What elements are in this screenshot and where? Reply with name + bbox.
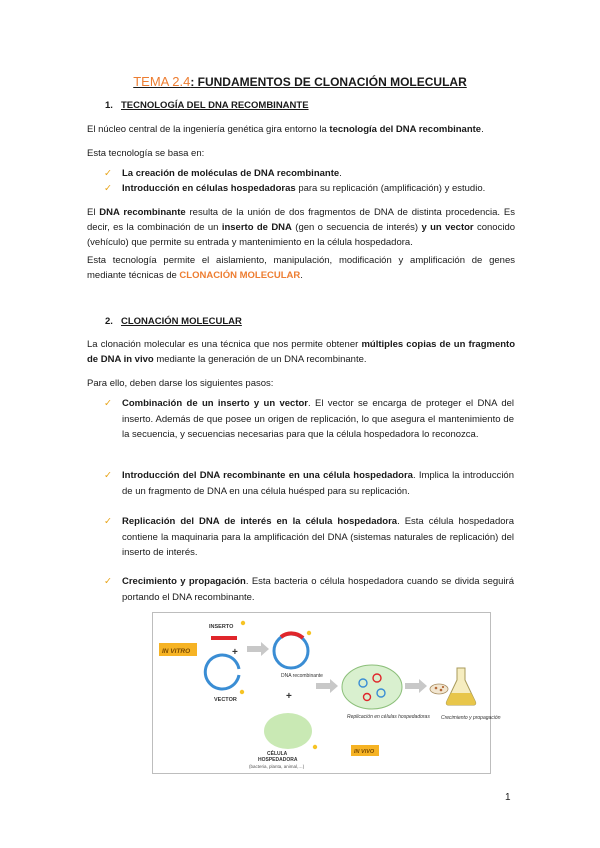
page-title	[0, 74, 600, 89]
text: conocido (vehículo) que permite su entrada y mantenimiento en la célula hospedadora.	[87, 222, 516, 248]
star-icon	[241, 621, 245, 625]
text: . Implica la introducción de un fragmento de DNA en una célula huésped para su replicación.	[122, 470, 514, 497]
section1-paragraph2: Esta tecnología se basa en:	[87, 148, 205, 159]
replication-cell	[342, 665, 402, 709]
check-icon: ✓	[104, 183, 112, 194]
text: .	[339, 168, 342, 179]
text-bold: Introducción en células hospedadoras	[122, 183, 296, 194]
text-bold: DNA recombinante	[99, 207, 186, 218]
section1-paragraph4	[87, 253, 515, 283]
check-icon: ✓	[104, 168, 112, 179]
section1-title: TECNOLOGÍA DEL DNA RECOMBINANTE	[121, 100, 309, 111]
text: mediante la generación de un DNA recombinante.	[153, 354, 367, 365]
plus-sign: +	[232, 647, 238, 658]
section2-step4	[122, 574, 514, 605]
plus-sign: +	[286, 691, 292, 702]
check-icon: ✓	[104, 576, 112, 587]
insert-fragment	[211, 636, 237, 640]
inserto-label: INSERTO	[209, 624, 234, 630]
text-bold: Crecimiento y propagación	[122, 576, 246, 587]
text: El	[87, 207, 100, 218]
text: El núcleo central de la ingeniería genética gira entorno la	[87, 124, 330, 135]
check-icon: ✓	[104, 470, 112, 481]
colony	[442, 686, 444, 688]
title-topic: TEMA 2.4	[133, 74, 191, 89]
page-number: 1	[505, 792, 511, 803]
arrow-icon	[247, 642, 269, 656]
in-vivo-label: IN VIVO	[354, 749, 375, 755]
cloning-diagram	[152, 612, 501, 774]
petri-dish	[430, 684, 448, 694]
section2-number: 2.	[105, 316, 113, 327]
section2-paragraph2: Para ello, deben darse los siguientes pasos:	[87, 378, 274, 389]
arrow-icon	[316, 679, 338, 693]
colony	[440, 689, 443, 692]
cloning-diagram-svg	[153, 613, 501, 773]
text: . Esta bacteria o célula hospedadora cuando se divida seguirá portando el DNA recombinante.	[122, 576, 514, 603]
in-vitro-label: IN VITRO	[162, 648, 191, 655]
text: . El vector se encarga de proteger el DNA del inserto. Además de que posee un origen de replicación, lo que asegura el mantenimiento de la secuencia, y secuencias necesarias para que la célula hospedadora lo reconozca.	[122, 398, 514, 440]
dna-recombinante-label: DNA recombinante	[281, 673, 323, 679]
section2-step1	[122, 396, 514, 443]
section2-paragraph1	[87, 337, 515, 367]
replicacion-label: Replicación en células hospedadoras	[347, 714, 430, 720]
check-icon: ✓	[104, 398, 112, 409]
text: resulta de la unión de dos fragmentos de DNA de distinta procedencia. Es decir, es la combinación de un	[87, 207, 515, 233]
vector-plasmid	[205, 655, 239, 689]
star-icon	[240, 690, 244, 694]
star-icon	[307, 631, 311, 635]
vector-label: VECTOR	[214, 697, 237, 703]
celula-label: CÉLULA	[267, 751, 288, 757]
section2-heading	[105, 316, 242, 327]
recombinant-plasmid	[274, 634, 308, 668]
flask-liquid	[446, 693, 475, 705]
section2-title: CLONACIÓN MOLECULAR	[121, 316, 242, 327]
insert-segment	[281, 633, 303, 638]
text: Esta tecnología permite el aislamiento, manipulación, modificación y amplificación de genes mediante técnicas de	[87, 255, 515, 281]
section1-paragraph1	[87, 122, 515, 137]
host-cell	[264, 713, 312, 749]
star-icon	[313, 745, 317, 749]
text: para su replicación (amplificación) y estudio.	[295, 183, 486, 194]
section2-step3	[122, 514, 514, 561]
text-bold: múltiples copias de un fragmento de DNA in vivo	[87, 339, 515, 365]
hospedadora-label: HOSPEDADORA	[258, 757, 298, 763]
section2-step2	[122, 468, 514, 499]
text-bold: tecnología del DNA recombinante	[329, 124, 482, 135]
colony	[435, 687, 438, 690]
section1-bullet1	[122, 166, 522, 182]
text-bold: Combinación de un inserto y un vector	[122, 398, 309, 409]
text-bold: La creación de moléculas de DNA recombinante	[122, 168, 340, 179]
arrow-icon	[405, 679, 427, 693]
text: .	[481, 124, 484, 135]
check-icon: ✓	[104, 516, 112, 527]
section1-number: 1.	[105, 100, 113, 111]
text-highlight: CLONACIÓN MOLECULAR	[179, 270, 301, 281]
text-bold: Introducción del DNA recombinante en una célula hospedadora	[122, 470, 413, 481]
section1-paragraph3	[87, 205, 515, 250]
text-bold: Replicación del DNA de interés en la célula hospedadora	[122, 516, 398, 527]
section1-heading	[105, 100, 309, 111]
crecimiento-label: Crecimiento y propagación	[441, 715, 501, 721]
text-bold: y un vector	[421, 222, 474, 233]
text: .	[300, 270, 303, 281]
text: (gen o secuencia de interés)	[291, 222, 422, 233]
text: La clonación molecular es una técnica que nos permite obtener	[87, 339, 362, 350]
section1-bullet2	[122, 181, 522, 197]
celula-sub-label: (bacteria, planta, animal,…)	[249, 764, 305, 769]
text-bold: inserto de DNA	[221, 222, 292, 233]
text: . Esta célula hospedadora contiene la maquinaria para la amplificación del DNA (sistemas naturales de replicación) del inserto de interés.	[122, 516, 514, 558]
title-text: : FUNDAMENTOS DE CLONACIÓN MOLECULAR	[190, 75, 467, 89]
